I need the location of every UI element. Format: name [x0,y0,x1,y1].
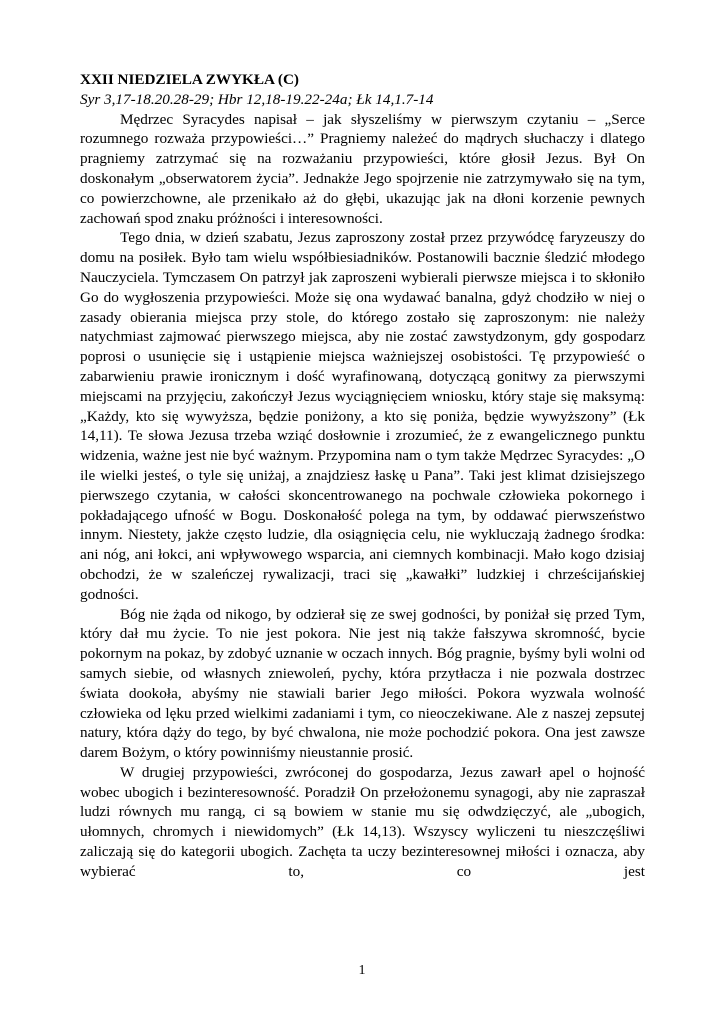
paragraph-intro: Mędrzec Syracydes napisał – jak słyszeliśmy w pierwszym czytaniu – „Serce rozumnego rozważa przypowieści…” Pragniemy należeć do mądrych słuchaczy i dlatego pragniemy zatrzymać się na rozważaniu przypowieści, które głosił Jezus. Był On doskonałym „obserwatorem życia”. Jednakże Jego spojrzenie nie zatrzymywało się na tym, co powierzchowne, ale przenikało aż do głębi, ukazując jak na dłoni korzenie pewnych zachowań spod znaku próżności i interesowności. [80,110,645,227]
paragraph-second-parable: W drugiej przypowieści, zwróconej do gospodarza, Jezus zawarł apel o hojność wobec ubogich i bezinteresowność. Poradził On przełożonemu synagogi, aby nie zapraszał ludzi równych mu rangą, ci są bowiem w stanie mu się odwdzięczyć, ale „ubogich, ułomnych, chromych i niewidomych” (Łk 14,13). Wszyscy wyliczeni tu nieszczęśliwi zaliczają się do kategorii ubogich. Zachęta ta uczy bezinteresownej miłości i oznacza, aby wybierać to, co jest [80,763,645,880]
page-number: 1 [358,963,366,978]
paragraph-feast-parable: Tego dnia, w dzień szabatu, Jezus zaproszony został przez przywódcę faryzeuszy do domu na posiłek. Było tam wielu współbiesiadników. Postanowili bacznie śledzić młodego Nauczyciela. Tymczasem On patrzył jak zaproszeni wybierali pierwsze miejsca i to skłoniło Go do wygłoszenia przypowieści. Może się ona wydawać banalna, gdyż chodziło w niej o zasady obierania miejsca przy stole, do którego zostało się zaproszonym: nie należy natychmiast zajmować pierwszego miejsca, aby nie zostać zawstydzonym, gdy gospodarz poprosi o usunięcie się i ustąpienie miejsca ważniejszej osobistości. Tę przypowieść o zabarwieniu prawie ironicznym i dość wyrafinowaną, dotyczącą gonitwy za pierwszymi miejscami na przyjęciu, zakończył Jezus wyciągnięciem wniosku, który staje się maksymą: „Każdy, kto się wywyższa, będzie poniżony, a kto się poniża, będzie wywyższony” (Łk 14,11). Te słowa Jezusa trzeba wziąć dosłownie i zrozumieć, że z ewangelicznego punktu widzenia, ważne jest nie być ważnym. Przypomina nam o tym także Mędrzec Syracydes: „O ile wielki jesteś, o tyle się uniżaj, a znajdziesz łaskę u Pana”. Taki jest klimat dzisiejszego pierwszego czytania, w całości skoncentrowanego na pochwale człowieka pokornego i pokładającego ufność w Bogu. Doskonałość polega na tym, by oddawać pierwszeństwo innym. Niestety, jakże często ludzie, dla osiągnięcia celu, nie wykluczają żadnego środka: ani nóg, ani łokci, ani wpływowego wsparcia, ani ciemnych kombinacji. Mało kogo dzisiaj obchodzi, że w szaleńczej rywalizacji, traci się „kawałki” ludzkiej i chrześcijańskiej godności. [80,229,645,603]
document-page [80,70,645,882]
paragraph-humility: Bóg nie żąda od nikogo, by odzierał się ze swej godności, by poniżał się przed Tym, który dał mu życie. To nie jest pokora. Nie jest nią także fałszywa skromność, bycie pokornym na pokaz, by zdobyć uznanie w oczach innych. Bóg pragnie, byśmy byli wolni od samych siebie, od własnych zniewoleń, pychy, która przytłacza i nie pozwala dostrzec świata dookoła, abyśmy nie stawiali barier Jego miłości. Pokora wyzwala wolność człowieka od lęku przed wielkimi zadaniami i tym, co nieoczekiwane. Ale z naszej zepsutej natury, która dąży do tego, by być chwalona, nie może pochodzić pokora. Ona jest zawsze darem Bożym, o który powinniśmy nieustannie prosić. [80,605,645,762]
scripture-readings: Syr 3,17-18.20.28-29; Hbr 12,18-19.22-24a; Łk 14,1.7-14 [80,90,434,108]
sermon-title: XXII NIEDZIELA ZWYKŁA (C) [80,71,299,88]
